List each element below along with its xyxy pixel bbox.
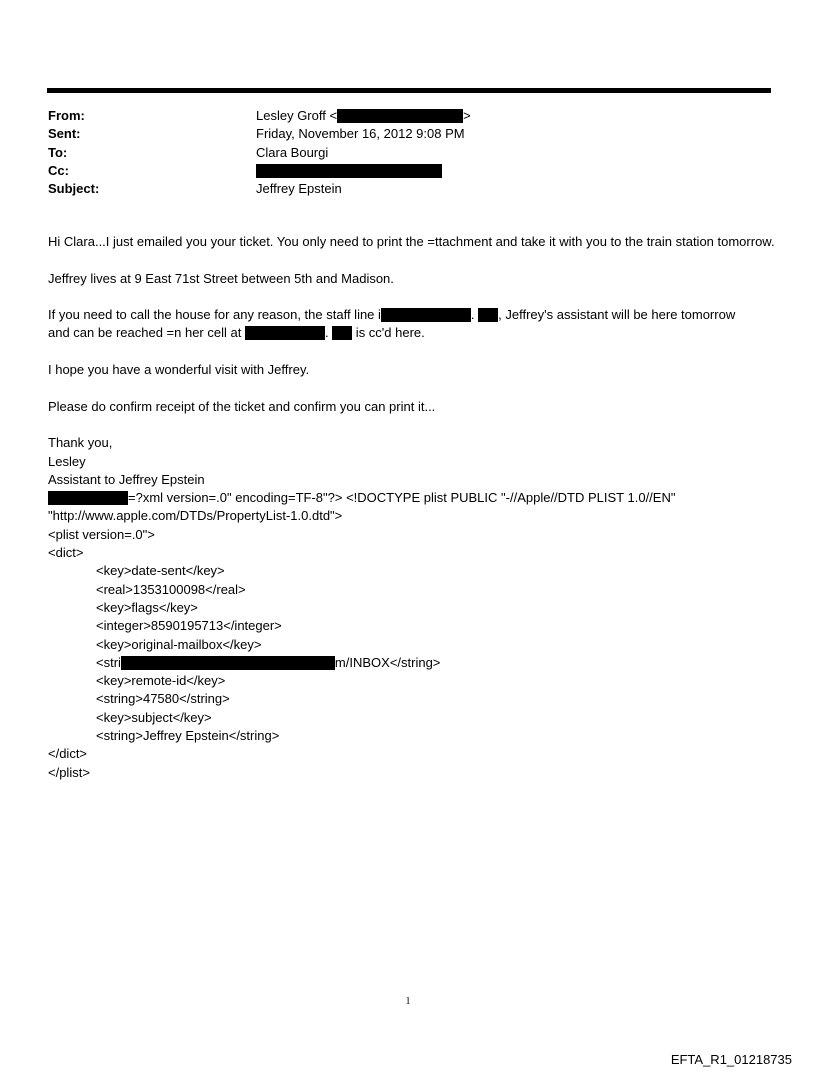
subject-value: Jeffrey Epstein [256,181,342,197]
to-value: Clara Bourgi [256,144,329,160]
body-text: . [324,325,333,341]
body-paragraph-4: I hope you have a wonderful visit with Jeffrey. [48,362,310,378]
redaction-block [337,109,463,123]
redaction-block [478,308,498,322]
from-label: From: [48,108,85,123]
plist-line-5: <key>date-sent</key> [96,563,225,579]
plist-line-3: <plist version=.0"> [48,526,155,542]
body-text: is cc'd here. [352,325,425,341]
sent-value: Friday, November 16, 2012 9:08 PM [256,126,465,142]
from-row [48,107,768,125]
signature-line-3: Assistant to Jeffrey Epstein [48,471,205,487]
plist-text: =?xml version=.0" encoding=TF-8"?> <!DOCTYPE plist PUBLIC "-//Apple//DTD PLIST 1.0//EN" [128,490,676,506]
subject-row [48,180,768,198]
email-header [48,107,768,198]
redaction-block [381,308,471,322]
plist-text: <stri [96,654,121,670]
cc-label: Cc: [48,162,69,178]
page-number: 1 [405,996,411,1007]
plist-text: m/INBOX</string> [334,654,441,670]
plist-line-7: <key>flags</key> [96,599,198,615]
redaction-block [256,164,442,178]
body-text: If you need to call the house for any reason, the staff line i [48,307,381,323]
to-row [48,144,768,162]
header-rule [47,88,771,93]
body-text: , Jeffrey's assistant will be here tomorrow [498,307,736,323]
body-paragraph-3 [48,306,778,343]
redaction-block [48,491,128,505]
plist-line-9: <key>original-mailbox</key> [96,636,262,652]
plist-line-14: <string>Jeffrey Epstein</string> [96,728,280,744]
plist-line-1 [48,489,778,507]
plist-line-4: <dict> [48,545,84,561]
plist-line-2: "http://www.apple.com/DTDs/PropertyList-1.0.dtd"> [48,508,343,524]
plist-line-10 [48,654,778,672]
plist-line-12: <string>47580</string> [96,691,230,707]
redaction-block [121,656,335,670]
body-paragraph-5: Please do confirm receipt of the ticket and confirm you can print it... [48,398,436,414]
body-paragraph-1: Hi Clara...I just emailed you your ticket. You only need to print the =ttachment and take it with you to the train station tomorrow. [48,234,775,249]
from-value [256,107,471,125]
redaction-block [245,326,325,340]
to-label: To: [48,144,68,160]
plist-line-8: <integer>8590195713</integer> [96,618,282,634]
signature-line-1: Thank you, [48,435,113,451]
plist-line-11: <key>remote-id</key> [96,673,226,689]
subject-label: Subject: [48,181,100,197]
redaction-block [332,326,352,340]
signature-line-2: Lesley [48,453,86,469]
body-text: and can be reached =n her cell at [48,325,245,341]
from-name: Lesley Groff < [256,108,338,123]
plist-line-6: <real>1353100098</real> [96,581,246,597]
document-stamp: EFTA_R1_01218735 [670,1052,792,1067]
body-text: . [470,307,479,323]
plist-line-15: </dict> [48,746,88,762]
email-body [48,233,778,782]
sent-row [48,125,768,143]
from-close: > [463,108,471,123]
sent-label: Sent: [48,126,81,142]
cc-value [256,162,442,180]
body-paragraph-2: Jeffrey lives at 9 East 71st Street between 5th and Madison. [48,270,394,286]
cc-row [48,162,768,180]
plist-line-13: <key>subject</key> [96,709,212,725]
plist-line-16: </plist> [48,764,90,780]
